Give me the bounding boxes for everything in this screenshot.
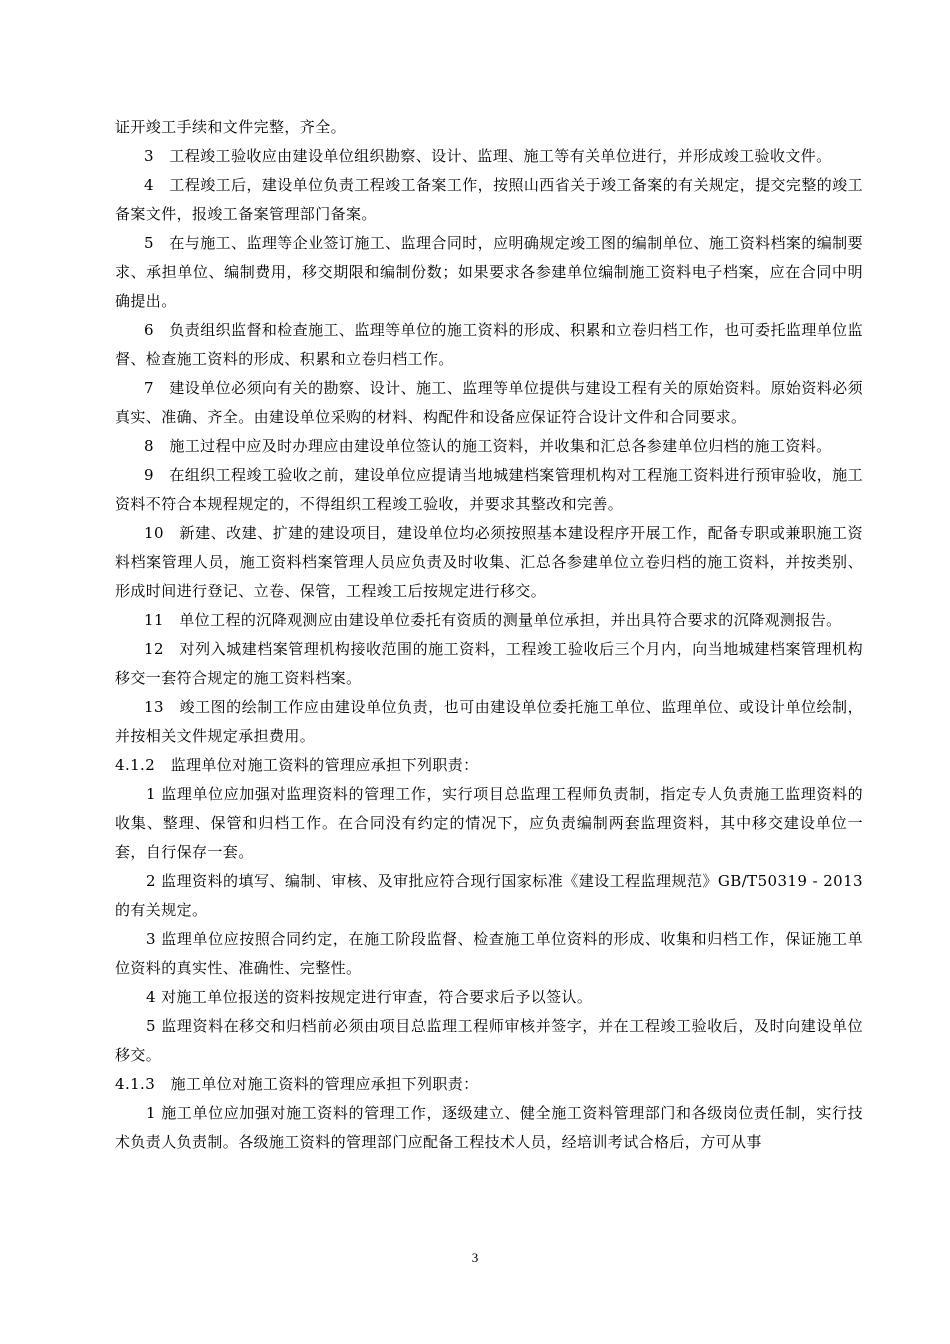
paragraph-item-6: 6 负责组织监督和检查施工、监理等单位的施工资料的形成、积累和立卷归档工作，也可委托监理单位监督、检查施工资料的形成、积累和立卷归档工作。 (115, 321, 863, 368)
paragraph-item-4: 4 工程竣工后，建设单位负责工程竣工备案工作，按照山西省关于竣工备案的有关规定，提交完整的竣工备案文件，报竣工备案管理部门备案。 (115, 176, 863, 223)
document-body (115, 113, 863, 1157)
paragraph-sub-4: 4 对施工单位报送的资料按规定进行审查，符合要求后予以签认。 (146, 988, 593, 1006)
paragraph-item-11: 11 单位工程的沉降观测应由建设单位委托有资质的测量单位承担，并出具符合要求的沉降观测报告。 (144, 611, 842, 629)
paragraph-sub-2: 2 监理资料的填写、编制、审核、及审批应符合现行国家标准《建设工程监理规范》GB/T50319 - 2013的有关规定。 (115, 872, 863, 919)
paragraph-item-12: 12 对列入城建档案管理机构接收范围的施工资料，工程竣工验收后三个月内，向当地城建档案管理机构移交一套符合规定的施工资料档案。 (115, 640, 863, 687)
paragraph-item-3: 3 工程竣工验收应由建设单位组织勘察、设计、监理、施工等有关单位进行，并形成竣工验收文件。 (144, 147, 832, 165)
paragraph-item-13: 13 竣工图的绘制工作应由建设单位负责，也可由建设单位委托施工单位、监理单位、或设计单位绘制，并按相关文件规定承担费用。 (115, 698, 863, 745)
paragraph-sub-3: 3 监理单位应按照合同约定，在施工阶段监督、检查施工单位资料的形成、收集和归档工作，保证施工单位资料的真实性、准确性、完整性。 (115, 930, 863, 977)
paragraph-sub-1: 1 监理单位应加强对监理资料的管理工作，实行项目总监理工程师负责制，指定专人负责施工监理资料的收集、整理、保管和归档工作。在合同没有约定的情况下，应负责编制两套监理资料，其中移交建设单位一套，自行保存一套。 (115, 785, 863, 861)
section-heading-4-1-2: 4.1.2 监理单位对施工资料的管理应承担下列职责： (115, 756, 479, 774)
paragraph-sub-5: 5 监理资料在移交和归档前必须由项目总监理工程师审核并签字，并在工程竣工验收后，及时向建设单位移交。 (115, 1017, 863, 1064)
page-number: 3 (471, 1250, 479, 1265)
paragraph-continuation: 证开竣工手续和文件完整，齐全。 (115, 118, 347, 136)
paragraph-item-10: 10 新建、改建、扩建的建设项目，建设单位均必须按照基本建设程序开展工作，配备专职或兼职施工资料档案管理人员，施工资料档案管理人员应负责及时收集、汇总各参建单位立卷归档的施工资料，并按类别、形成时间进行登记、立卷、保管，工程竣工后按规定进行移交。 (115, 524, 863, 600)
section-heading-4-1-3: 4.1.3 施工单位对施工资料的管理应承担下列职责： (115, 1075, 479, 1093)
paragraph-item-5: 5 在与施工、监理等企业签订施工、监理合同时，应明确规定竣工图的编制单位、施工资料档案的编制要求、承担单位、编制费用，移交期限和编制份数；如果要求各参建单位编制施工资料电子档案，应在合同中明确提出。 (115, 234, 863, 310)
paragraph-item-8: 8 施工过程中应及时办理应由建设单位签认的施工资料，并收集和汇总各参建单位归档的施工资料。 (144, 437, 832, 455)
paragraph-sub-1-construction: 1 施工单位应加强对施工资料的管理工作，逐级建立、健全施工资料管理部门和各级岗位责任制，实行技术负责人负责制。各级施工资料的管理部门应配备工程技术人员，经培训考试合格后，方可从事 (115, 1104, 863, 1151)
paragraph-item-7: 7 建设单位必须向有关的勘察、设计、施工、监理等单位提供与建设工程有关的原始资料。原始资料必须真实、准确、齐全。由建设单位采购的材料、构配件和设备应保证符合设计文件和合同要求。 (115, 379, 863, 426)
paragraph-item-9: 9 在组织工程竣工验收之前，建设单位应提请当地城建档案管理机构对工程施工资料进行预审验收，施工资料不符合本规程规定的，不得组织工程竣工验收，并要求其整改和完善。 (115, 466, 863, 513)
